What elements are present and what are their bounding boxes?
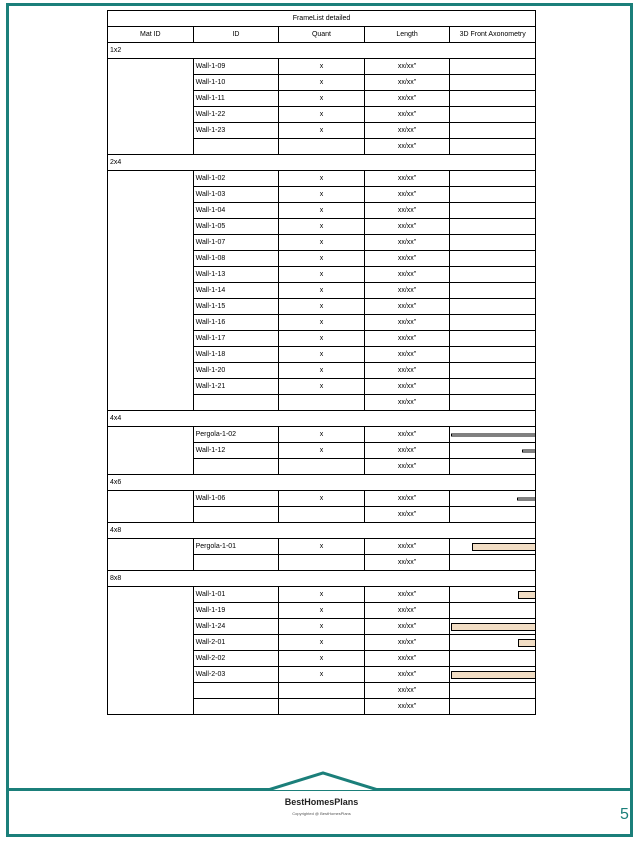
id-cell <box>193 139 279 155</box>
id-cell: Wall-1-14 <box>193 283 279 299</box>
page-number: 5 <box>620 806 629 823</box>
copyright-text: Copyrighted @ BestHomesPlans <box>292 811 351 816</box>
axonometry-cell <box>450 443 536 459</box>
axonometry-cell <box>450 59 536 75</box>
quant-cell: x <box>279 283 365 299</box>
material-group-label: 2x4 <box>108 155 536 171</box>
quant-cell: x <box>279 379 365 395</box>
axonometry-cell <box>450 683 536 699</box>
quant-cell: x <box>279 603 365 619</box>
group-row <box>108 523 536 539</box>
length-cell: xx/xx" <box>364 107 450 123</box>
total-length-cell: xx/xx" <box>364 699 450 715</box>
id-cell: Wall-1-01 <box>193 587 279 603</box>
quant-cell: x <box>279 667 365 683</box>
id-cell: Wall-1-24 <box>193 619 279 635</box>
frame-list-table <box>107 10 536 715</box>
mat-id-cell <box>108 539 194 571</box>
quant-cell <box>279 683 365 699</box>
header-axonometry: 3D Front Axonometry <box>450 27 536 43</box>
id-cell: Wall-1-18 <box>193 347 279 363</box>
brand-name: BestHomesPlans <box>284 797 359 807</box>
quant-cell: x <box>279 171 365 187</box>
group-row <box>108 43 536 59</box>
total-length-cell: xx/xx" <box>364 395 450 411</box>
length-cell: xx/xx" <box>364 363 450 379</box>
quant-cell: x <box>279 235 365 251</box>
material-group-label: 8x8 <box>108 571 536 587</box>
length-cell: xx/xx" <box>364 635 450 651</box>
id-cell: Wall-1-03 <box>193 187 279 203</box>
group-row <box>108 155 536 171</box>
quant-cell: x <box>279 107 365 123</box>
axonometry-cell <box>450 427 536 443</box>
id-cell <box>193 395 279 411</box>
axonometry-cell <box>450 299 536 315</box>
axonometry-cell <box>450 363 536 379</box>
axonometry-cell <box>450 107 536 123</box>
id-cell: Wall-1-05 <box>193 219 279 235</box>
member-shape <box>517 497 535 500</box>
member-shape <box>518 591 535 599</box>
axonometry-cell <box>450 491 536 507</box>
axonometry-cell <box>450 187 536 203</box>
id-cell: Wall-1-06 <box>193 491 279 507</box>
quant-cell: x <box>279 443 365 459</box>
id-cell: Wall-1-15 <box>193 299 279 315</box>
quant-cell: x <box>279 619 365 635</box>
header-id: ID <box>193 27 279 43</box>
length-cell: xx/xx" <box>364 379 450 395</box>
quant-cell <box>279 139 365 155</box>
quant-cell: x <box>279 187 365 203</box>
total-length-cell: xx/xx" <box>364 555 450 571</box>
axonometry-cell <box>450 315 536 331</box>
quant-cell: x <box>279 539 365 555</box>
length-cell: xx/xx" <box>364 267 450 283</box>
length-cell: xx/xx" <box>364 539 450 555</box>
quant-cell: x <box>279 251 365 267</box>
quant-cell: x <box>279 75 365 91</box>
id-cell: Wall-1-21 <box>193 379 279 395</box>
length-cell: xx/xx" <box>364 315 450 331</box>
axonometry-cell <box>450 395 536 411</box>
table-title: FrameList detailed <box>108 11 536 27</box>
material-group-label: 1x2 <box>108 43 536 59</box>
length-cell: xx/xx" <box>364 443 450 459</box>
mat-id-cell <box>108 59 194 155</box>
table-row <box>108 427 536 443</box>
length-cell: xx/xx" <box>364 251 450 267</box>
quant-cell: x <box>279 427 365 443</box>
quant-cell: x <box>279 123 365 139</box>
id-cell: Wall-1-02 <box>193 171 279 187</box>
length-cell: xx/xx" <box>364 203 450 219</box>
group-row <box>108 411 536 427</box>
length-cell: xx/xx" <box>364 219 450 235</box>
axonometry-cell <box>450 507 536 523</box>
material-group-label: 4x8 <box>108 523 536 539</box>
length-cell: xx/xx" <box>364 667 450 683</box>
id-cell <box>193 507 279 523</box>
id-cell: Wall-1-19 <box>193 603 279 619</box>
axonometry-cell <box>450 203 536 219</box>
quant-cell <box>279 699 365 715</box>
id-cell: Wall-2-03 <box>193 667 279 683</box>
quant-cell: x <box>279 59 365 75</box>
quant-cell: x <box>279 267 365 283</box>
length-cell: xx/xx" <box>364 619 450 635</box>
axonometry-cell <box>450 219 536 235</box>
id-cell: Wall-1-08 <box>193 251 279 267</box>
quant-cell <box>279 395 365 411</box>
axonometry-cell <box>450 267 536 283</box>
material-group-label: 4x4 <box>108 411 536 427</box>
quant-cell: x <box>279 347 365 363</box>
member-shape <box>518 639 535 647</box>
member-shape <box>451 433 535 436</box>
id-cell: Wall-1-07 <box>193 235 279 251</box>
id-cell: Wall-2-02 <box>193 651 279 667</box>
axonometry-cell <box>450 139 536 155</box>
table-body <box>108 43 536 715</box>
quant-cell: x <box>279 299 365 315</box>
member-shape <box>472 543 535 551</box>
axonometry-cell <box>450 539 536 555</box>
axonometry-cell <box>450 651 536 667</box>
length-cell: xx/xx" <box>364 171 450 187</box>
length-cell: xx/xx" <box>364 427 450 443</box>
id-cell <box>193 683 279 699</box>
length-cell: xx/xx" <box>364 91 450 107</box>
length-cell: xx/xx" <box>364 187 450 203</box>
table-row <box>108 587 536 603</box>
quant-cell <box>279 507 365 523</box>
axonometry-cell <box>450 587 536 603</box>
footer-notch <box>268 771 378 791</box>
quant-cell: x <box>279 363 365 379</box>
axonometry-cell <box>450 379 536 395</box>
axonometry-cell <box>450 171 536 187</box>
id-cell <box>193 699 279 715</box>
quant-cell: x <box>279 651 365 667</box>
length-cell: xx/xx" <box>364 235 450 251</box>
axonometry-cell <box>450 347 536 363</box>
length-cell: xx/xx" <box>364 603 450 619</box>
quant-cell: x <box>279 219 365 235</box>
quant-cell: x <box>279 587 365 603</box>
axonometry-cell <box>450 459 536 475</box>
axonometry-cell <box>450 251 536 267</box>
material-group-label: 4x6 <box>108 475 536 491</box>
id-cell: Wall-2-01 <box>193 635 279 651</box>
quant-cell: x <box>279 315 365 331</box>
axonometry-cell <box>450 75 536 91</box>
id-cell: Pergola-1-02 <box>193 427 279 443</box>
axonometry-cell <box>450 123 536 139</box>
id-cell: Pergola-1-01 <box>193 539 279 555</box>
id-cell: Wall-1-22 <box>193 107 279 123</box>
axonometry-cell <box>450 235 536 251</box>
id-cell <box>193 555 279 571</box>
id-cell: Wall-1-09 <box>193 59 279 75</box>
axonometry-cell <box>450 603 536 619</box>
quant-cell: x <box>279 331 365 347</box>
table-row <box>108 171 536 187</box>
header-length: Length <box>364 27 450 43</box>
id-cell: Wall-1-23 <box>193 123 279 139</box>
quant-cell <box>279 459 365 475</box>
length-cell: xx/xx" <box>364 347 450 363</box>
quant-cell <box>279 555 365 571</box>
member-shape <box>522 449 535 452</box>
axonometry-cell <box>450 635 536 651</box>
id-cell: Wall-1-16 <box>193 315 279 331</box>
table-row <box>108 539 536 555</box>
header-quant: Quant <box>279 27 365 43</box>
quant-cell: x <box>279 91 365 107</box>
id-cell: Wall-1-11 <box>193 91 279 107</box>
group-row <box>108 571 536 587</box>
member-shape <box>451 623 535 631</box>
mat-id-cell <box>108 491 194 523</box>
total-length-cell: xx/xx" <box>364 459 450 475</box>
axonometry-cell <box>450 91 536 107</box>
group-row <box>108 475 536 491</box>
table-row <box>108 491 536 507</box>
mat-id-cell <box>108 587 194 715</box>
axonometry-cell <box>450 699 536 715</box>
axonometry-cell <box>450 667 536 683</box>
length-cell: xx/xx" <box>364 75 450 91</box>
id-cell: Wall-1-12 <box>193 443 279 459</box>
length-cell: xx/xx" <box>364 283 450 299</box>
length-cell: xx/xx" <box>364 491 450 507</box>
axonometry-cell <box>450 283 536 299</box>
member-shape <box>451 671 535 679</box>
length-cell: xx/xx" <box>364 299 450 315</box>
id-cell: Wall-1-17 <box>193 331 279 347</box>
length-cell: xx/xx" <box>364 651 450 667</box>
axonometry-cell <box>450 619 536 635</box>
id-cell: Wall-1-20 <box>193 363 279 379</box>
quant-cell: x <box>279 491 365 507</box>
length-cell: xx/xx" <box>364 123 450 139</box>
id-cell <box>193 459 279 475</box>
id-cell: Wall-1-10 <box>193 75 279 91</box>
table-row <box>108 59 536 75</box>
mat-id-cell <box>108 427 194 475</box>
axonometry-cell <box>450 555 536 571</box>
total-length-cell: xx/xx" <box>364 683 450 699</box>
id-cell: Wall-1-04 <box>193 203 279 219</box>
quant-cell: x <box>279 203 365 219</box>
id-cell: Wall-1-13 <box>193 267 279 283</box>
mat-id-cell <box>108 171 194 411</box>
total-length-cell: xx/xx" <box>364 139 450 155</box>
length-cell: xx/xx" <box>364 59 450 75</box>
quant-cell: x <box>279 635 365 651</box>
length-cell: xx/xx" <box>364 331 450 347</box>
length-cell: xx/xx" <box>364 587 450 603</box>
total-length-cell: xx/xx" <box>364 507 450 523</box>
header-mat-id: Mat ID <box>108 27 194 43</box>
axonometry-cell <box>450 331 536 347</box>
